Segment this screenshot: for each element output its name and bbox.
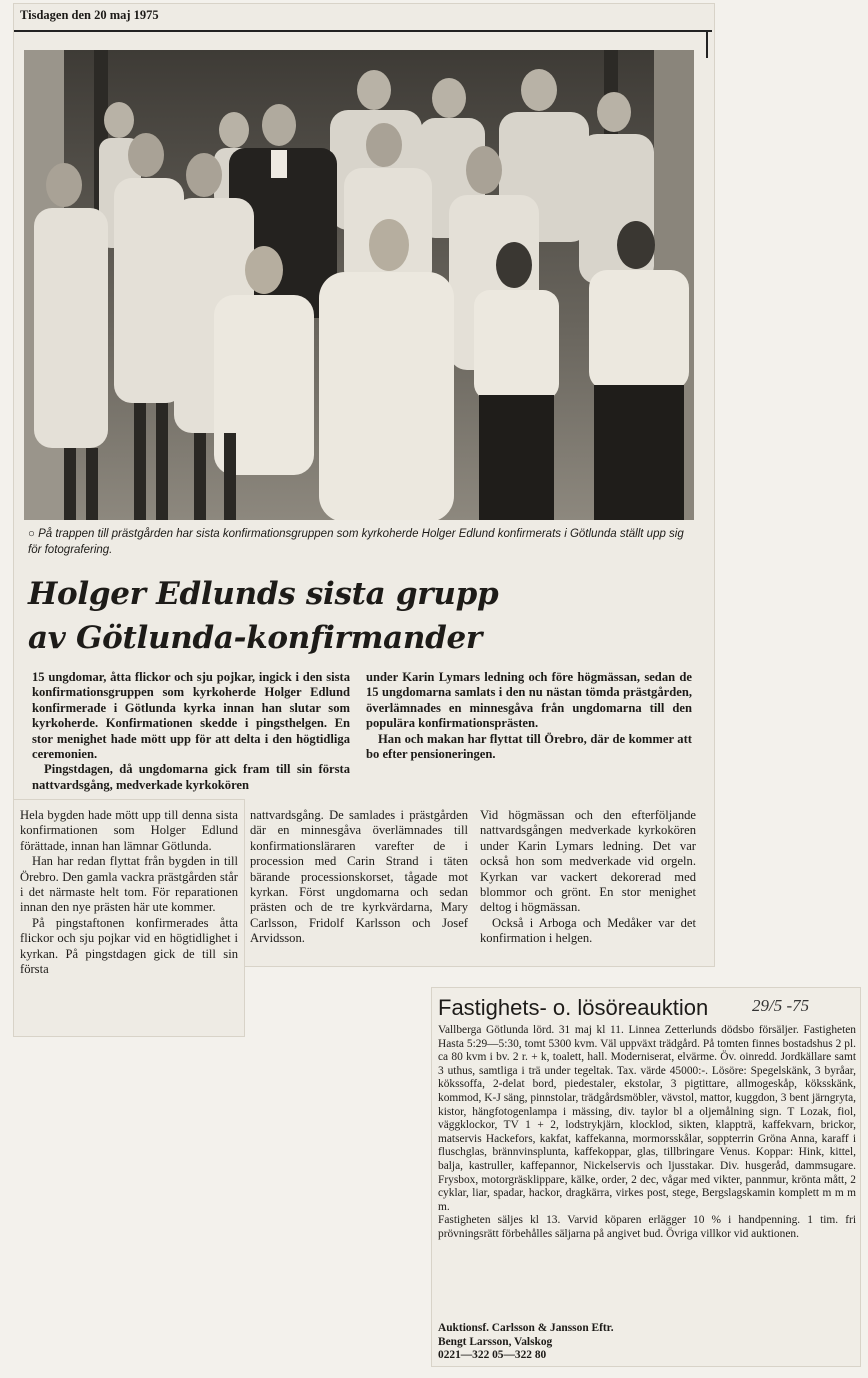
- headline-line-2: av Götlunda-konfirmander: [28, 620, 482, 656]
- lead-paragraph: Pingstdagen, då ungdomarna gick fram till sin första nattvardsgång, medverkade kyrkokören: [32, 762, 350, 792]
- body-paragraph: Han har redan flyttat från bygden in till Örebro. Den gamla vackra prästgården står i det närmaste helt tom. För reparationen innan den nye prästen här ute kommer.: [20, 854, 238, 915]
- lead-column-left: [32, 670, 350, 793]
- ad-terms: Fastigheten säljes kl 13. Varvid köparen erlägger 10 % i handpenning. 1 tim. fri prövningsrätt förbehålles säljarna på angivet bud. Övriga villkor vid auktionen.: [438, 1214, 856, 1240]
- header-rule: [14, 30, 712, 32]
- body-paragraph: Vid högmässan och den efterföljande nattvardsgången medverkade kyrkokören under Karin Lymars ledning. Det var också hon som medverkade vid orgeln. Kyrkan var vackert dekorerad med blommor och grönt. En stor menighet deltog i högmässan.: [480, 808, 696, 915]
- ad-signature-line: 0221—322 05—322 80: [438, 1349, 547, 1362]
- lead-paragraph: under Karin Lymars ledning och före högmässan, sedan de 15 ungdomarna samlats i den nu nästan tömda prästgården, överlämnades en minnesgåva från ungdomarna till den populära konfirmationsprästen.: [366, 670, 692, 731]
- headline: [28, 572, 698, 660]
- header-rule-right: [706, 30, 708, 58]
- lead-column-right: [366, 670, 692, 762]
- ad-body: [438, 1024, 856, 1242]
- body-paragraph: nattvardsgång. De samlades i prästgården där en minnesgåva överlämnades till konfirmationsläraren varefter de i procession med Carin Strand i täten bärande processionskorset, tågade mot kyrkan. Först ungdomarna och sedan prästen och de tre kyrkvärdarna, Mary Carlsson, Fridolf Karlsson och Josef Arvidsson.: [250, 808, 468, 946]
- body-paragraph: Också i Arboga och Medåker var det konfirmation i helgen.: [480, 915, 696, 946]
- body-column-2: [250, 808, 468, 947]
- body-paragraph: Hela bygden hade mött upp till denna sista konfirmationen som Holger Edlund förättade, innan han lämnar Götlunda.: [20, 808, 238, 853]
- ad-signature-line: Bengt Larsson, Valskog: [438, 1335, 553, 1348]
- ad-signature-line: Auktionsf. Carlsson & Jansson Eftr.: [438, 1322, 614, 1334]
- headline-line-1: Holger Edlunds sista grupp: [28, 576, 499, 612]
- ad-handwritten-date: 29/5 -75: [752, 996, 810, 1015]
- dateline: Tisdagen den 20 maj 1975: [20, 8, 159, 22]
- lead-paragraph: 15 ungdomar, åtta flickor och sju pojkar, ingick i den sista konfirmationsgruppen som kyrkoherde Holger Edlund konfirmerade i Götlunda kyrka innan han slutar som kyrkoherde. Konfirmationen skedde i pingsthelgen. En stor menighet hade mött upp för att delta i den högtidliga ceremonien.: [32, 670, 350, 762]
- lead-paragraph: Han och makan har flyttat till Örebro, där de kommer att bo efter pensioneringen.: [366, 731, 692, 762]
- photo-caption: ○ På trappen till prästgården har sista konfirmationsgruppen som kyrkoherde Holger Edlund konfirmerats i Götlunda ställt upp sig för fotografering.: [28, 528, 684, 556]
- ad-heading: Fastighets- o. lösöreauktion: [438, 995, 709, 1020]
- body-column-1: [20, 808, 238, 977]
- body-column-3: [480, 808, 696, 947]
- ad-body-text: Vallberga Götlunda lörd. 31 maj kl 11. Linnea Zetterlunds dödsbo försäljer. Fastigheten Hasta 5:29—5:30, tomt 5300 kvm. Väl uppväxt trädgård. På tomten finnes bostadshus 2 pl. ca 80 kvm i bv. 2 r. + k, toalett, hall. Moderniserat, elvärme. Öv. oinredd. Jordkällare samt 3 uthus, samtliga i trä under tegeltak. Tax. värde 45000:-. Lösöre: Spegelskänk, 3 byråar, kökssoffa, 2-delat bord, piedestaler, ekstolar, 3 pigtittare, allmogeskåp, köksskänk, kommod, K-J säng, pinnstolar, trädgårdsmöbler, vävstol, mattor, kuggdon, 3 bent järngryta, kistor, hängfotogenlampa i mässing, div. taylor bl a oljemålning sign. T Lozak, fiol, väggklockor, TV 1 + 2, lodstrykjärn, klocklod, sikten, klappträ, kaffekvarn, brickor, matservis Hackefors, kakfat, kaffekanna, mormorsskålar, soppterrin Gröna Anna, karaff i fluschglas, brännvinsplunta, kaffekoppar, glas, tillbringare Venus. Koppar: Hink, kittel, balja, kastruller, kaffepannor, Nickelservis och ljusstakar. Div. husgeråd, dammsugare. Frysbox, motorgräsklippare, kälke, order, 2 dec, vågar med vikter, pannmur, krönta mått, 2 cyklar, liar, spadar, hackor, dragkärra, virkes post, stege, Bergslagskamin komplett m m m m.: [438, 1024, 856, 1213]
- body-paragraph: På pingstaftonen konfirmerades åtta flickor och sju pojkar vid en högtidlighet i kyrkan. På pingstdagen gick de till sin första: [20, 915, 238, 977]
- ad-signature: [438, 1322, 614, 1363]
- group-photo: [24, 50, 694, 520]
